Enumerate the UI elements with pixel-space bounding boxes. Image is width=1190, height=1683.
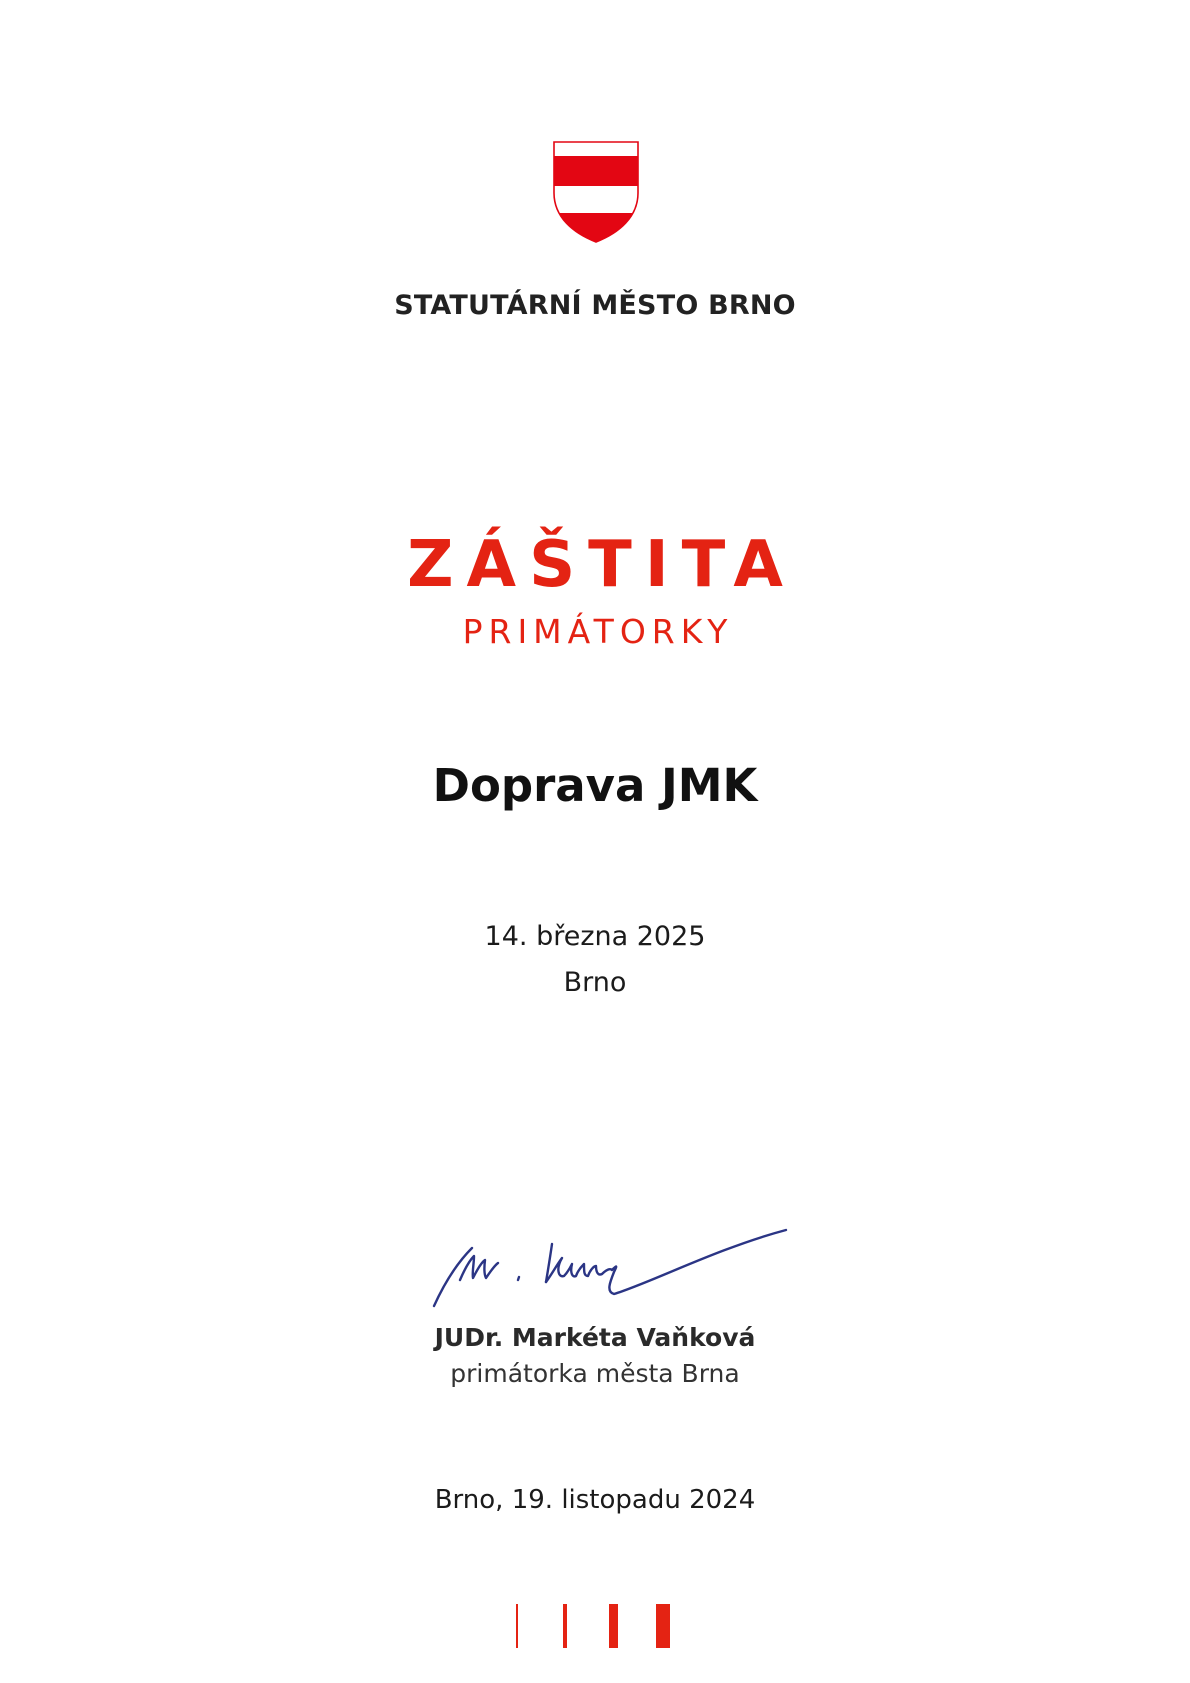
issuer-name: STATUTÁRNÍ MĚSTO BRNO — [394, 290, 796, 321]
issue-place-date: Brno, 19. listopadu 2024 — [434, 1485, 756, 1515]
decor-bar-2 — [563, 1604, 567, 1648]
decor-bar-4 — [656, 1604, 670, 1648]
patronage-subtitle: PRIMÁTORKY — [462, 612, 734, 651]
event-name: Doprava JMK — [432, 759, 758, 812]
signer-name: JUDr. Markéta Vaňková — [434, 1323, 756, 1352]
decor-bar-1 — [516, 1604, 518, 1648]
signature-image — [428, 1222, 796, 1310]
event-date: 14. března 2025 — [484, 921, 706, 952]
brno-coat-of-arms-icon — [553, 141, 639, 243]
decor-bar-3 — [609, 1604, 618, 1648]
signer-role: primátorka města Brna — [450, 1359, 740, 1388]
event-place: Brno — [563, 967, 627, 998]
red-bars-decoration — [516, 1604, 676, 1648]
patronage-title: ZÁŠTITA — [407, 528, 796, 602]
